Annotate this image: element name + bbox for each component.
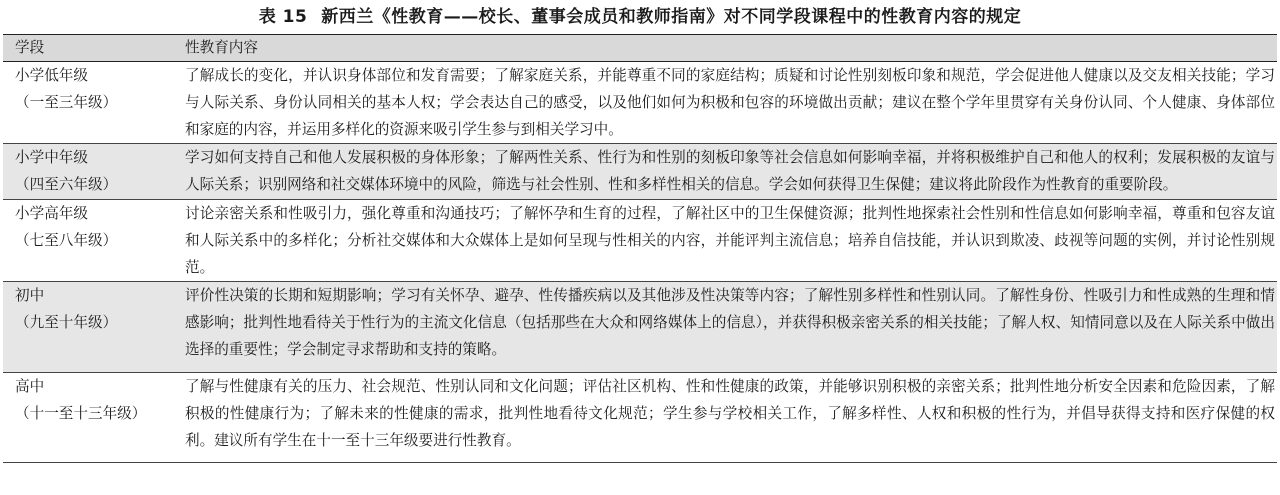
content-cell: 了解与性健康有关的压力、社会规范、性别认同和文化问题；评估社区机构、性和性健康的政策，并能够识别积极的亲密关系；批判性地分析安全因素和危险因素，了解积极的性健康行为；了解未来的性健康的需求，批判性地看待文化规范；学生参与学校相关工作，了解多样性、人权和积极的性行为，并倡导获得支持和医疗保健的权利。建议所有学生在十一至十三年级要进行性教育。 <box>185 378 1275 449</box>
content-cell: 学习如何支持自己和他人发展积极的身体形象；了解两性关系、性行为和性别的刻板印象等社会信息如何影响幸福，并将积极维护自己和他人的权利；发展积极的友谊与人际关系；识别网络和社交媒体环境中的风险，筛选与社会性别、性和多样性相关的信息。学会如何获得卫生保健；建议将此阶段作为性教育的重要阶段。 <box>185 149 1275 193</box>
table-title: 新西兰《性教育——校长、董事会成员和教师指南》对不同学段课程中的性教育内容的规定 <box>321 7 1022 27</box>
stage-cell <box>3 144 175 200</box>
header-stage: 学段 <box>15 39 45 56</box>
stage-name: 小学低年级 <box>15 67 88 84</box>
table-row <box>3 62 1277 144</box>
stage-name: 高中 <box>15 378 45 395</box>
table-row <box>3 373 1277 463</box>
stage-cell <box>3 200 175 282</box>
table-row <box>3 144 1277 200</box>
stage-grades: （十一至十三年级） <box>15 405 147 422</box>
stage-grades: （一至三年级） <box>15 94 118 111</box>
table-row <box>3 200 1277 282</box>
stage-cell <box>3 373 175 463</box>
stage-name: 初中 <box>15 287 45 304</box>
header-content: 性教育内容 <box>185 39 258 56</box>
stage-name: 小学中年级 <box>15 149 88 166</box>
stage-grades: （四至六年级） <box>15 176 118 193</box>
stage-grades: （七至八年级） <box>15 232 118 249</box>
content-cell: 讨论亲密关系和性吸引力，强化尊重和沟通技巧；了解怀孕和生育的过程，了解社区中的卫生保健资源；批判性地探索社会性别和性信息如何影响幸福，尊重和包容友谊和人际关系中的多样化；分析社交媒体和大众媒体上是如何呈现与性相关的内容，并能评判主流信息；培养自信技能，并认识到欺凌、歧视等问题的实例，并讨论性别规范。 <box>185 205 1275 276</box>
table-header-row <box>3 35 1277 62</box>
table-row <box>3 282 1277 373</box>
stage-name: 小学高年级 <box>15 205 88 222</box>
stage-cell <box>3 62 175 144</box>
sex-education-table <box>3 34 1277 463</box>
content-cell: 评价性决策的长期和短期影响；学习有关怀孕、避孕、性传播疾病以及其他涉及性决策等内容；了解性别多样性和性别认同。了解性身份、性吸引力和性成熟的生理和情感影响；批判性地看待关于性行为的主流文化信息（包括那些在大众和网络媒体上的信息），并获得积极亲密关系的相关技能；了解人权、知情同意以及在人际关系中做出选择的重要性；学会制定寻求帮助和支持的策略。 <box>185 287 1275 358</box>
stage-grades: （九至十年级） <box>15 314 118 331</box>
table-caption <box>0 0 1280 34</box>
table-number: 表 15 <box>258 7 308 27</box>
stage-cell <box>3 282 175 373</box>
content-cell: 了解成长的变化，并认识身体部位和发育需要；了解家庭关系，并能尊重不同的家庭结构；质疑和讨论性别刻板印象和规范，学会促进他人健康以及交友相关技能；学习与人际关系、身份认同相关的基本人权；学会表达自己的感受，以及他们如何为积极和包容的环境做出贡献；建议在整个学年里贯穿有关身份认同、个人健康、身体部位和家庭的内容，并运用多样化的资源来吸引学生参与到相关学习中。 <box>185 67 1275 138</box>
